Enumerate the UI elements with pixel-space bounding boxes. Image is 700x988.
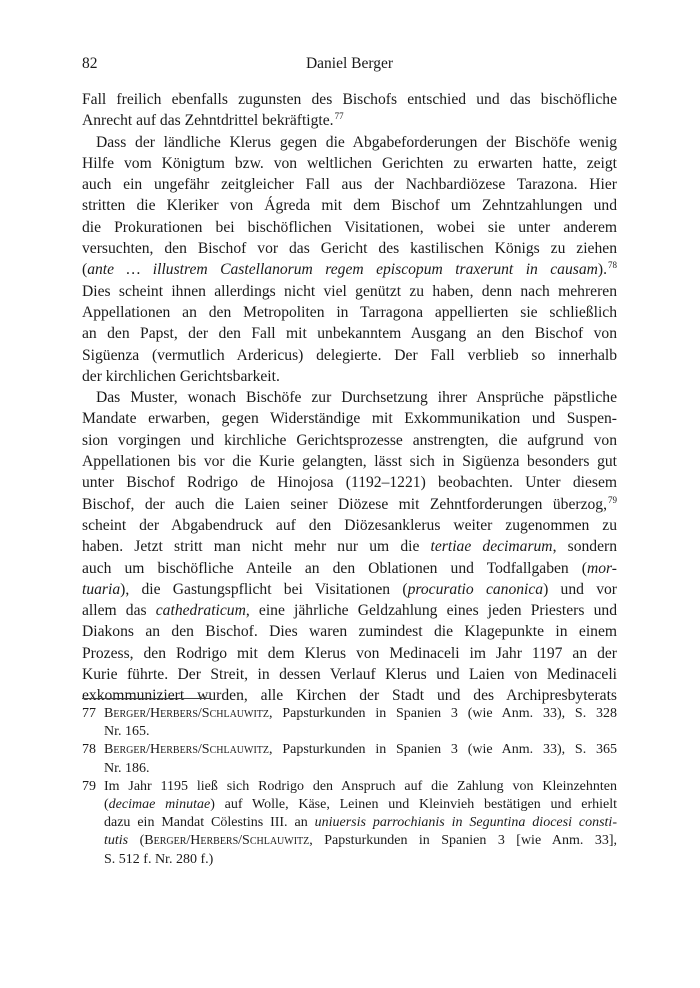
author-names-small-caps: Berger/Herbers/Schlauwitz xyxy=(104,742,270,758)
text-run: , Papsturkunden in Spanien 3 [wie Anm. 33], xyxy=(309,833,617,849)
text-run: stritten die Kleriker von Ágreda mit dem Bischof um Zehntzahlungen und xyxy=(82,197,617,215)
text-run: scheint der Abgabendruck auf den Diözesanklerus weiter zugenommen zu xyxy=(82,516,617,534)
text-run: sion vorgingen und kirchliche Gerichtsprozesse anstrengten, die aufgrund von xyxy=(82,431,617,449)
text-line xyxy=(82,217,617,238)
text-run: ( xyxy=(82,261,88,279)
text-run: Diakons an den Bischof. Dies waren zumindest die Klagepunkte in einem xyxy=(82,623,617,641)
text-line xyxy=(82,600,617,621)
text-line xyxy=(82,153,617,174)
main-body-text xyxy=(82,89,617,707)
text-line xyxy=(82,238,617,259)
text-run: , sondern xyxy=(552,538,618,556)
footnote-line xyxy=(104,851,617,869)
text-line xyxy=(82,195,617,216)
text-run: Sigüenza (vermutlich Ardericus) delegierte. Der Fall verblieb so innerhalb xyxy=(82,346,617,364)
text-run: S. 512 f. Nr. 280 f.) xyxy=(104,851,214,867)
text-run: ( xyxy=(104,796,109,812)
text-run: Kurie führte. Der Streit, in dessen Verlauf Klerus und Laien von Medinaceli xyxy=(82,666,617,684)
text-run: unter Bischof Rodrigo de Hinojosa (1192–1221) beobachten. Unter diesem xyxy=(82,474,617,492)
italic-latin-phrase: tuaria xyxy=(82,580,121,598)
paragraph xyxy=(82,132,617,388)
text-run: der kirchlichen Gerichtsbarkeit. xyxy=(82,367,280,385)
footnote-line xyxy=(104,705,617,723)
footnote-separator-rule xyxy=(82,698,210,699)
footnote-line xyxy=(104,741,617,759)
text-run: Im Jahr 1195 ließ sich Rodrigo den Anspruch auf die Zahlung von Kleinzehnten xyxy=(104,778,617,794)
paragraph xyxy=(82,89,617,132)
text-line xyxy=(82,323,617,344)
footnote-line xyxy=(104,723,617,741)
text-run: Appellationen bis vor die Kurie gelangten, lässt sich in Sigüenza besonders gut xyxy=(82,453,617,471)
italic-latin-phrase: tutis xyxy=(104,833,129,849)
text-run: , Papsturkunden in Spanien 3 (wie Anm. 33), S. 328 xyxy=(269,706,617,721)
footnote-reference: 79 xyxy=(608,494,617,505)
italic-latin-phrase: cathedraticum xyxy=(155,602,246,620)
italic-latin-phrase: mor- xyxy=(586,559,617,577)
running-head xyxy=(82,52,617,76)
text-line xyxy=(82,366,617,387)
paragraph xyxy=(82,387,617,706)
text-line xyxy=(82,536,617,557)
footnote-line xyxy=(104,832,617,850)
page-number: 82 xyxy=(82,55,98,72)
running-title-author: Daniel Berger xyxy=(305,55,394,72)
text-run: versuchten, den Bischof vor das Gericht des kastilischen Königs zu ziehen xyxy=(82,240,617,258)
text-run: Nr. 165. xyxy=(104,724,150,740)
footnote-78 xyxy=(82,741,617,777)
text-line xyxy=(82,259,617,280)
text-run: ( xyxy=(128,833,145,849)
text-line xyxy=(82,664,617,685)
text-run: ) und vor xyxy=(543,580,617,598)
text-line xyxy=(82,110,617,131)
text-line xyxy=(82,281,617,302)
text-run: haben. Jetzt stritt man nicht mehr nur um die xyxy=(82,538,431,556)
text-run: Prozess, den Rodrigo mit dem Klerus von Medinaceli im Jahr 1197 an der xyxy=(82,644,617,662)
italic-latin-phrase: tertiae decimarum xyxy=(430,538,553,556)
text-run: allem das xyxy=(82,602,156,620)
footnote-number: 77 xyxy=(82,706,96,721)
text-run: , Papsturkunden in Spanien 3 (wie Anm. 33), S. 365 xyxy=(269,742,617,758)
book-page xyxy=(82,52,617,707)
text-run: ). xyxy=(597,261,607,279)
text-line xyxy=(82,132,617,153)
footnote-line xyxy=(104,796,617,814)
text-run: Anrecht auf das Zehntdrittel bekräftigte. xyxy=(82,112,334,130)
text-line xyxy=(82,302,617,323)
footnote-number: 78 xyxy=(82,742,96,758)
text-run: , eine jährliche Geldzahlung eines jeden Priesters und xyxy=(245,602,617,620)
text-run: Appellationen an den Metropoliten in Tarragona appellierten sie schließlich xyxy=(82,303,617,321)
author-names-small-caps: Berger/Herbers/Schlauwitz xyxy=(104,706,270,721)
text-run: ) auf Wolle, Käse, Leinen und Kleinvieh bestätigen und erhielt xyxy=(210,796,618,812)
text-line xyxy=(82,408,617,429)
text-line xyxy=(82,621,617,642)
text-line xyxy=(82,643,617,664)
text-run: Hilfe vom Königtum bzw. von weltlichen Gerichten zu erwarten hatte, zeigt xyxy=(82,154,617,172)
text-run: Dies scheint ihnen allerdings nicht viel genützt zu haben, denn nach mehreren xyxy=(82,282,617,300)
footnote-line xyxy=(104,778,617,796)
footnote-79 xyxy=(82,778,617,869)
italic-latin-phrase: decimae minutae xyxy=(108,796,211,812)
italic-latin-phrase: procuratio canonica xyxy=(407,580,544,598)
text-line xyxy=(82,89,617,110)
italic-latin-phrase: uniuersis parrochianis in Seguntina diocesi consti- xyxy=(314,815,617,831)
footnotes-section xyxy=(82,705,617,869)
text-run: auch ein ungefähr zeitgleicher Fall aus der Nachbardiözese Tarazona. Hier xyxy=(82,176,617,194)
text-line xyxy=(82,387,617,408)
footnote-77 xyxy=(82,705,617,741)
text-run: die Prokurationen bei bischöflichen Visitationen, wobei sie unter anderem xyxy=(82,218,617,236)
text-run: Bischof, der auch die Laien seiner Diözese mit Zehntforderungen überzog, xyxy=(82,495,607,513)
text-line xyxy=(82,451,617,472)
text-run: auch um bischöfliche Anteile an den Oblationen und Todfallgaben ( xyxy=(82,559,587,577)
text-run: dazu ein Mandat Cölestins III. an xyxy=(104,815,315,831)
text-run: Mandate erwarben, gegen Widerständige mit Exkommunikation und Suspen- xyxy=(82,410,617,428)
text-line xyxy=(82,430,617,451)
text-line xyxy=(82,472,617,493)
footnote-line xyxy=(104,760,617,778)
text-line xyxy=(82,558,617,579)
text-run: Fall freilich ebenfalls zugunsten des Bischofs entschied und das bischöfliche xyxy=(82,91,617,108)
italic-latin-phrase: ante … illustrem Castellanorum regem episcopum traxerunt in causam xyxy=(87,261,598,279)
text-run: Das Muster, wonach Bischöfe zur Durchsetzung ihrer Ansprüche päpstliche xyxy=(96,389,617,407)
author-names-small-caps: Berger/Herbers/Schlauwitz xyxy=(144,833,310,849)
footnote-reference: 78 xyxy=(608,260,617,271)
text-line xyxy=(82,494,617,515)
text-line xyxy=(82,345,617,366)
text-run: Dass der ländliche Klerus gegen die Abgabeforderungen der Bischöfe wenig xyxy=(96,133,617,151)
text-run: an den Papst, der den Fall mit unbekanntem Ausgang an den Bischof von xyxy=(82,325,617,343)
footnote-number: 79 xyxy=(82,778,96,794)
text-line xyxy=(82,685,617,706)
footnote-line xyxy=(104,814,617,832)
text-run: ), die Gastungspflicht bei Visitationen ( xyxy=(120,580,408,598)
text-line xyxy=(82,579,617,600)
footnote-reference: 77 xyxy=(334,111,344,122)
text-line xyxy=(82,174,617,195)
text-run: Nr. 186. xyxy=(104,760,150,776)
text-line xyxy=(82,515,617,536)
text-run: exkommuniziert wurden, alle Kirchen der Stadt und des Archipresbyterats xyxy=(82,687,617,705)
